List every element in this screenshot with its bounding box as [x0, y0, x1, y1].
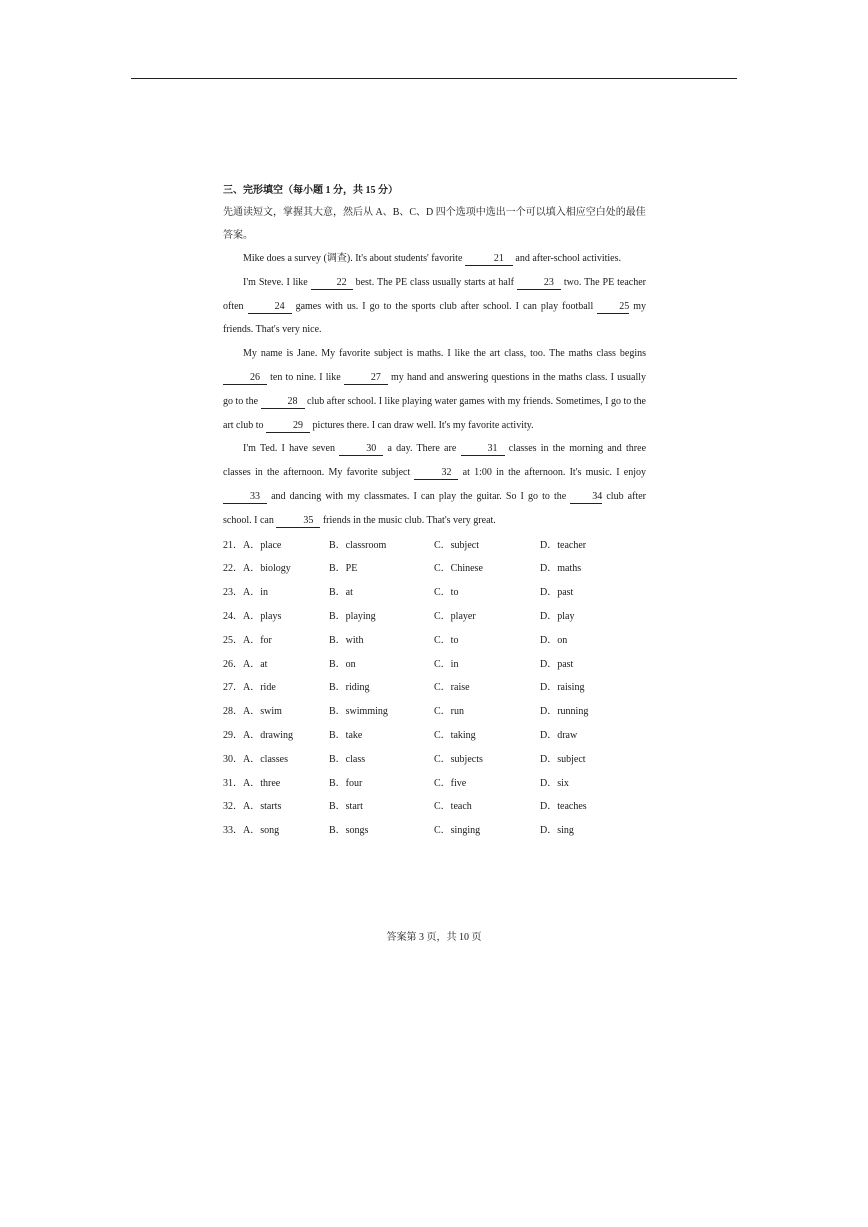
question-28-option-c: C．run [434, 706, 464, 718]
question-22-option-b: B．PE [329, 563, 358, 575]
question-31-option-a [223, 772, 329, 796]
option-row [223, 676, 646, 700]
question-23-option-c: C．to [434, 587, 459, 599]
question-28-option-d: D．running [540, 706, 589, 718]
question-number: 24． [223, 610, 243, 622]
question-31-option-c: C．five [434, 777, 467, 789]
blank-21: 21 [465, 252, 513, 266]
option-text: A．drawing [243, 729, 293, 741]
question-26-option-c: C．in [434, 658, 459, 670]
question-number: 33． [223, 825, 243, 837]
passage-text: I'm Ted. I have seven [243, 443, 340, 455]
blank-33: 33 [223, 490, 267, 504]
question-26-option-d: D．past [540, 658, 574, 670]
question-26-option-b: B．on [329, 658, 356, 670]
passage-text: pictures there. I can draw well. It's my favorite activity. [310, 419, 534, 431]
question-28-option-a [223, 700, 329, 724]
passage-text: friends in the music club. That's very great. [320, 514, 496, 526]
option-row [223, 557, 646, 581]
header-rule [131, 78, 737, 79]
option-text: A．starts [243, 801, 282, 813]
passage-paragraph-1 [223, 247, 646, 271]
question-24-option-c: C．player [434, 610, 476, 622]
passage-paragraph-2 [223, 271, 646, 342]
question-27-option-b: B．riding [329, 682, 370, 694]
option-text: A．swim [243, 706, 282, 718]
question-27-option-d: D．raising [540, 682, 585, 694]
option-text: A．song [243, 825, 280, 837]
option-text: A．for [243, 634, 272, 646]
passage-text: at 1:00 in the afternoon. It's music. I enjoy [458, 467, 646, 479]
option-row [223, 534, 646, 558]
option-row [223, 795, 646, 819]
question-number: 27． [223, 682, 243, 694]
question-number: 26． [223, 658, 243, 670]
blank-23: 23 [517, 276, 561, 290]
question-29-option-a [223, 724, 329, 748]
blank-24: 24 [248, 300, 292, 314]
question-23-option-d: D．past [540, 587, 574, 599]
question-31-option-b: B．four [329, 777, 363, 789]
question-21-option-b: B．classroom [329, 539, 387, 551]
question-21-option-c: C．subject [434, 539, 479, 551]
passage-text: classes in the morning and three classes in the afternoon. My favorite subject [223, 443, 647, 479]
question-29-option-d: D．draw [540, 729, 578, 741]
option-row [223, 700, 646, 724]
question-27-option-c: C．raise [434, 682, 470, 694]
passage-text: my hand and answering questions in the maths class. I usually go to the [223, 371, 646, 407]
question-32-option-c: C．teach [434, 801, 472, 813]
page-footer: 答案第 3 页，共 10 页 [386, 932, 482, 943]
option-row [223, 772, 646, 796]
passage-text: my friends. That's very nice. [223, 300, 647, 336]
passage-text: club after school. I can [223, 490, 646, 526]
question-number: 25． [223, 634, 243, 646]
question-29-option-c: C．taking [434, 729, 476, 741]
blank-22: 22 [311, 276, 353, 290]
question-number: 30． [223, 753, 243, 765]
question-31-option-d: D．six [540, 777, 569, 789]
question-24-option-b: B．playing [329, 610, 376, 622]
option-row [223, 819, 646, 843]
blank-34: 34 [570, 490, 602, 504]
question-number: 23． [223, 587, 243, 599]
question-21-option-a [223, 534, 329, 558]
blank-32: 32 [414, 466, 458, 480]
option-text: A．place [243, 539, 282, 551]
passage-paragraph-3 [223, 342, 646, 437]
question-33-option-d: D．sing [540, 825, 574, 837]
option-text: A．classes [243, 753, 288, 765]
question-29-option-b: B．take [329, 729, 363, 741]
blank-31: 31 [461, 442, 505, 456]
option-text: A．at [243, 658, 268, 670]
cloze-section [223, 180, 646, 843]
question-32-option-d: D．teaches [540, 801, 587, 813]
question-33-option-b: B．songs [329, 825, 369, 837]
option-row [223, 748, 646, 772]
question-33-option-a [223, 819, 329, 843]
question-24-option-a [223, 605, 329, 629]
passage-text: My name is Jane. My favorite subject is maths. I like the art class, too. The maths class begins [243, 348, 646, 360]
blank-25: 25 [597, 300, 629, 314]
question-32-option-a [223, 795, 329, 819]
option-row [223, 653, 646, 677]
passage-text: a day. There are [383, 443, 461, 455]
question-23-option-a [223, 581, 329, 605]
question-30-option-a [223, 748, 329, 772]
option-row [223, 605, 646, 629]
passage-text: ten to nine. I like [267, 371, 344, 383]
blank-29: 29 [266, 419, 310, 433]
section-heading: 三、完形填空（每小题 1 分，共 15 分） [223, 185, 398, 196]
option-row [223, 629, 646, 653]
section-instructions: 先通读短文，掌握其大意，然后从 A、B、C、D 四个选项中选出一个可以填入相应空白处的最佳答案。 [223, 207, 646, 241]
question-25-option-c: C．to [434, 634, 459, 646]
option-row [223, 724, 646, 748]
question-number: 22． [223, 563, 243, 575]
passage-text: club after school. I like playing water games with my friends. Sometimes, I go to the art club to [223, 395, 646, 431]
question-32-option-b: B．start [329, 801, 363, 813]
question-25-option-d: D．on [540, 634, 568, 646]
question-21-option-d: D．teacher [540, 539, 587, 551]
question-30-option-b: B．class [329, 753, 366, 765]
question-30-option-d: D．subject [540, 753, 586, 765]
passage-text: Mike does a survey (调查). It's about students' favorite [243, 253, 465, 264]
question-33-option-c: C．singing [434, 825, 481, 837]
question-24-option-d: D．play [540, 610, 575, 622]
passage-text: and dancing with my classmates. I can play the guitar. So I go to the [267, 490, 571, 502]
question-28-option-b: B．swimming [329, 706, 388, 718]
question-30-option-c: C．subjects [434, 753, 483, 765]
option-text: A．plays [243, 610, 282, 622]
option-text: A．ride [243, 682, 276, 694]
answer-options [223, 534, 646, 843]
question-number: 29． [223, 729, 243, 741]
question-26-option-a [223, 653, 329, 677]
question-number: 31． [223, 777, 243, 789]
blank-27: 27 [344, 371, 388, 385]
passage-paragraph-4 [223, 437, 646, 532]
question-25-option-a [223, 629, 329, 653]
option-text: A．in [243, 587, 268, 599]
blank-28: 28 [261, 395, 305, 409]
question-22-option-c: C．Chinese [434, 563, 483, 575]
question-number: 21． [223, 539, 243, 551]
passage-text: games with us. I go to the sports club after school. I can play football [291, 300, 598, 312]
passage-text: best. The PE class usually starts at half [352, 276, 517, 288]
option-text: A．three [243, 777, 281, 789]
question-22-option-d: D．maths [540, 563, 582, 575]
question-23-option-b: B．at [329, 587, 353, 599]
option-row [223, 581, 646, 605]
passage-text: and after-school activities. [512, 253, 621, 264]
option-text: A．biology [243, 563, 291, 575]
blank-26: 26 [223, 371, 267, 385]
question-27-option-a [223, 676, 329, 700]
question-number: 32． [223, 801, 243, 813]
passage-text: two. The PE teacher often [223, 276, 647, 312]
blank-35: 35 [276, 514, 320, 528]
question-25-option-b: B．with [329, 634, 364, 646]
question-22-option-a [223, 557, 329, 581]
blank-30: 30 [339, 442, 383, 456]
passage-text: I'm Steve. I like [243, 276, 311, 288]
question-number: 28． [223, 706, 243, 718]
